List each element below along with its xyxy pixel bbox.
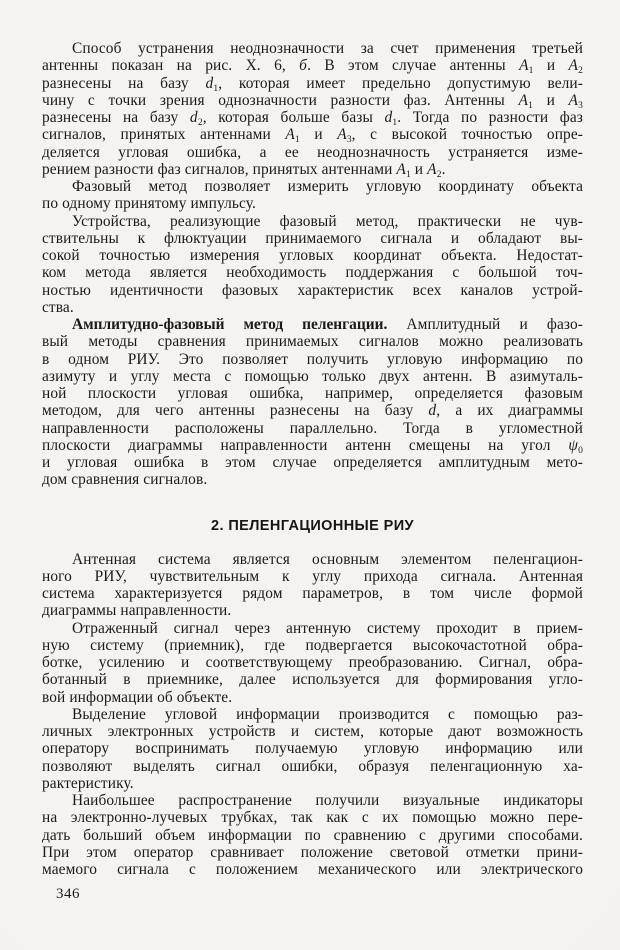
text-line <box>42 195 583 212</box>
text-line <box>42 844 583 861</box>
text-run: ботке, усилению и соответствующему преобразованию. Сигнал, обра- <box>42 654 583 671</box>
text-line <box>42 299 583 316</box>
section-heading: 2. ПЕЛЕНГАЦИОННЫЕ РИУ <box>211 517 414 534</box>
text-run: чину с точки зрения однозначности разности фаз. Антенны <box>42 91 519 109</box>
text-run: на электронно-лучевых трубках, так как с их помощью можно пере- <box>42 809 583 827</box>
text-run: и <box>410 160 428 178</box>
text-run: разнесены на базу <box>42 74 206 92</box>
text-line <box>42 109 583 126</box>
text-run: оператору воспринимать получаемую угловую информацию или <box>42 740 583 758</box>
text-run: направленности расположены параллельно. Тогда в угломестной <box>42 419 583 437</box>
text-run: рением разности фаз сигналов, принятых антеннами <box>42 160 397 178</box>
text-run: A <box>427 160 437 178</box>
text-run: плоскости диаграммы направленности антенн смещены на угол <box>42 436 569 454</box>
text-line <box>42 178 583 195</box>
text-line <box>42 40 583 57</box>
text-run: Фазовый метод позволяет измерить угловую координату объекта <box>72 178 583 195</box>
paragraph <box>42 40 583 178</box>
text-run: 1 <box>392 118 398 128</box>
text-run: Выделение угловой информации производится с помощью раз- <box>72 705 583 723</box>
text-run: деляется угловая ошибка, а ее неоднозначность устраняется изме- <box>42 143 583 161</box>
text-line <box>42 437 583 454</box>
text-run: антенны показан на рис. X. 6, <box>42 57 300 75</box>
text-line <box>42 471 583 488</box>
text-run: Антенная система является основным элементом пеленгацион- <box>72 550 583 568</box>
text-run: ностью идентичности фазовых характеристик всех каналов устрой- <box>42 281 583 299</box>
text-line <box>42 827 583 844</box>
text-run: ную систему (приемник), где подвергается высокочастотной обра- <box>42 636 583 654</box>
text-run: в одном РИУ. Это позволяет получить угловую информацию по <box>42 350 583 368</box>
text-line <box>42 585 583 602</box>
text-run: вый методы сравнения принимаемых сигналов можно реализовать <box>42 333 583 351</box>
text-line <box>42 671 583 688</box>
text-run: A <box>285 126 295 144</box>
text-run: дом сравнения сигналов. <box>42 471 208 489</box>
text-run: d <box>428 402 437 420</box>
text-run: и угловая ошибка в этом случае определяется амплитудным мето- <box>42 454 583 471</box>
text-line <box>42 75 583 92</box>
text-run: d <box>189 109 198 126</box>
text-run: d <box>205 74 214 92</box>
text-run: . Тогда по разности фаз <box>397 109 583 126</box>
text-run: Устройства, реализующие фазовый метод, практически не чув- <box>72 212 583 230</box>
text-run: Отраженный сигнал через антенную систему проходит в прием- <box>72 619 583 637</box>
text-run: 2 <box>197 118 203 128</box>
text-line <box>42 568 583 585</box>
text-line <box>42 264 583 281</box>
text-run: позволяют выделять сигнал ошибки, образуя пеленгационную ха- <box>42 757 583 775</box>
text-line <box>42 92 583 109</box>
text-run: методом, для чего антенны разнесены на базу <box>42 402 429 420</box>
page-number: 346 <box>56 886 80 902</box>
text-run: система характеризуется рядом параметров, в том числе формой <box>42 585 583 602</box>
text-run: 2 <box>436 169 442 180</box>
text-run: б <box>299 57 308 75</box>
text-run: и <box>533 57 569 75</box>
text-run: , а их диаграммы <box>436 402 584 420</box>
text-run: азимуту и углу места с помощью только двух антенн. В азимуталь- <box>42 367 583 385</box>
text-run: 1 <box>294 135 300 146</box>
text-block-bottom <box>42 551 583 879</box>
text-run: A <box>518 91 529 109</box>
text-run: A <box>337 126 347 144</box>
text-run: 0 <box>578 445 583 456</box>
text-line <box>42 420 583 437</box>
text-block-top <box>42 40 583 489</box>
paragraph <box>42 620 583 706</box>
text-line <box>42 740 583 757</box>
text-line <box>42 861 583 878</box>
text-run: ψ <box>568 436 579 454</box>
text-run: При этом оператор сравнивает положение светoвой отметки прини- <box>42 843 583 861</box>
text-run: и <box>299 126 338 144</box>
text-line <box>42 551 583 568</box>
text-run: A <box>396 160 406 178</box>
text-run: , которая имеет предельно допустимую вели- <box>218 74 583 92</box>
text-line <box>42 402 583 419</box>
text-line <box>42 637 583 654</box>
text-run: ной плоскости угловая ошибка, например, определяется фазовым <box>42 385 583 402</box>
text-run: сокой точностью измерения угловых координат объекта. Недостат- <box>42 247 583 264</box>
text-line <box>42 333 583 350</box>
text-run: A <box>568 57 579 75</box>
text-run: 1 <box>528 66 534 77</box>
paragraph <box>42 178 583 213</box>
paragraph <box>42 316 583 489</box>
text-run: рактеристику. <box>42 774 134 792</box>
text-run: и <box>532 91 569 109</box>
text-run: 3 <box>578 100 583 111</box>
text-run: ком метода является необходимость поддержания с большой точ- <box>42 264 583 282</box>
text-run: по одному принятому импульсу. <box>42 195 256 213</box>
text-line <box>42 316 583 333</box>
text-run: 1 <box>406 169 411 180</box>
text-run: , с высокой точностью опре- <box>351 126 583 144</box>
text-line <box>42 689 583 706</box>
text-run: ствительны к флюктуации принимаемого сигнала и обладают вы- <box>42 229 583 247</box>
text-line <box>42 454 583 471</box>
text-run: Амплитудный и фазо- <box>387 316 583 333</box>
text-line <box>42 213 583 230</box>
text-run: ботанный в приемнике, далее используется для формирования угло- <box>42 671 583 689</box>
text-run: Способ устранения неоднозначности за счет применения третьей <box>72 40 583 57</box>
text-line <box>42 230 583 247</box>
text-line <box>42 282 583 299</box>
text-run: диаграммы направленности. <box>42 602 232 620</box>
text-line <box>42 351 583 368</box>
text-run: вой информации об объекте. <box>42 688 233 706</box>
text-line <box>42 144 583 161</box>
text-run: 3 <box>346 135 352 146</box>
text-run: ного РИУ, чувствительным к углу прихода сигнала. Антенная <box>42 567 583 585</box>
text-line <box>42 723 583 740</box>
paragraph <box>42 792 583 878</box>
paragraph <box>42 706 583 792</box>
paragraph <box>42 213 583 317</box>
text-run: d <box>384 109 393 126</box>
text-run: , которая больше базы <box>202 109 385 126</box>
text-line <box>42 792 583 809</box>
text-run: 2 <box>578 66 583 77</box>
text-line <box>42 758 583 775</box>
text-line <box>42 247 583 264</box>
text-line <box>42 126 583 146</box>
text-run: . <box>441 160 446 178</box>
text-run: Амплитудно-фазовый метод пеленгации. <box>72 316 388 333</box>
text-run: A <box>568 91 579 109</box>
text-line <box>42 775 583 792</box>
text-run: . В этом случае антенны <box>307 57 520 75</box>
text-line <box>42 654 583 671</box>
text-run: разнесены на базу <box>42 109 190 126</box>
text-line <box>42 602 583 619</box>
text-line <box>42 706 583 723</box>
text-line <box>42 385 583 402</box>
text-line <box>42 368 583 385</box>
text-run: маемого сигнала с положением механического или электрического <box>42 861 583 878</box>
text-run: 1 <box>213 83 219 94</box>
text-run: ства. <box>42 298 74 316</box>
text-line <box>42 57 583 77</box>
text-line <box>42 161 583 178</box>
text-run: Наибольшее распространение получили визуальные индикаторы <box>72 792 583 809</box>
text-run: дать больший объем информации по сравнению с другими способами. <box>42 826 583 844</box>
text-run: A <box>519 57 529 75</box>
text-run: сигналов, принятых антеннами <box>42 126 286 144</box>
text-run: личных электронных устройств и систем, которые дают возможность <box>42 723 583 740</box>
paragraph <box>42 551 583 620</box>
text-line <box>42 809 583 826</box>
text-run: 1 <box>528 100 533 111</box>
page-content <box>42 40 583 878</box>
text-line <box>42 620 583 637</box>
